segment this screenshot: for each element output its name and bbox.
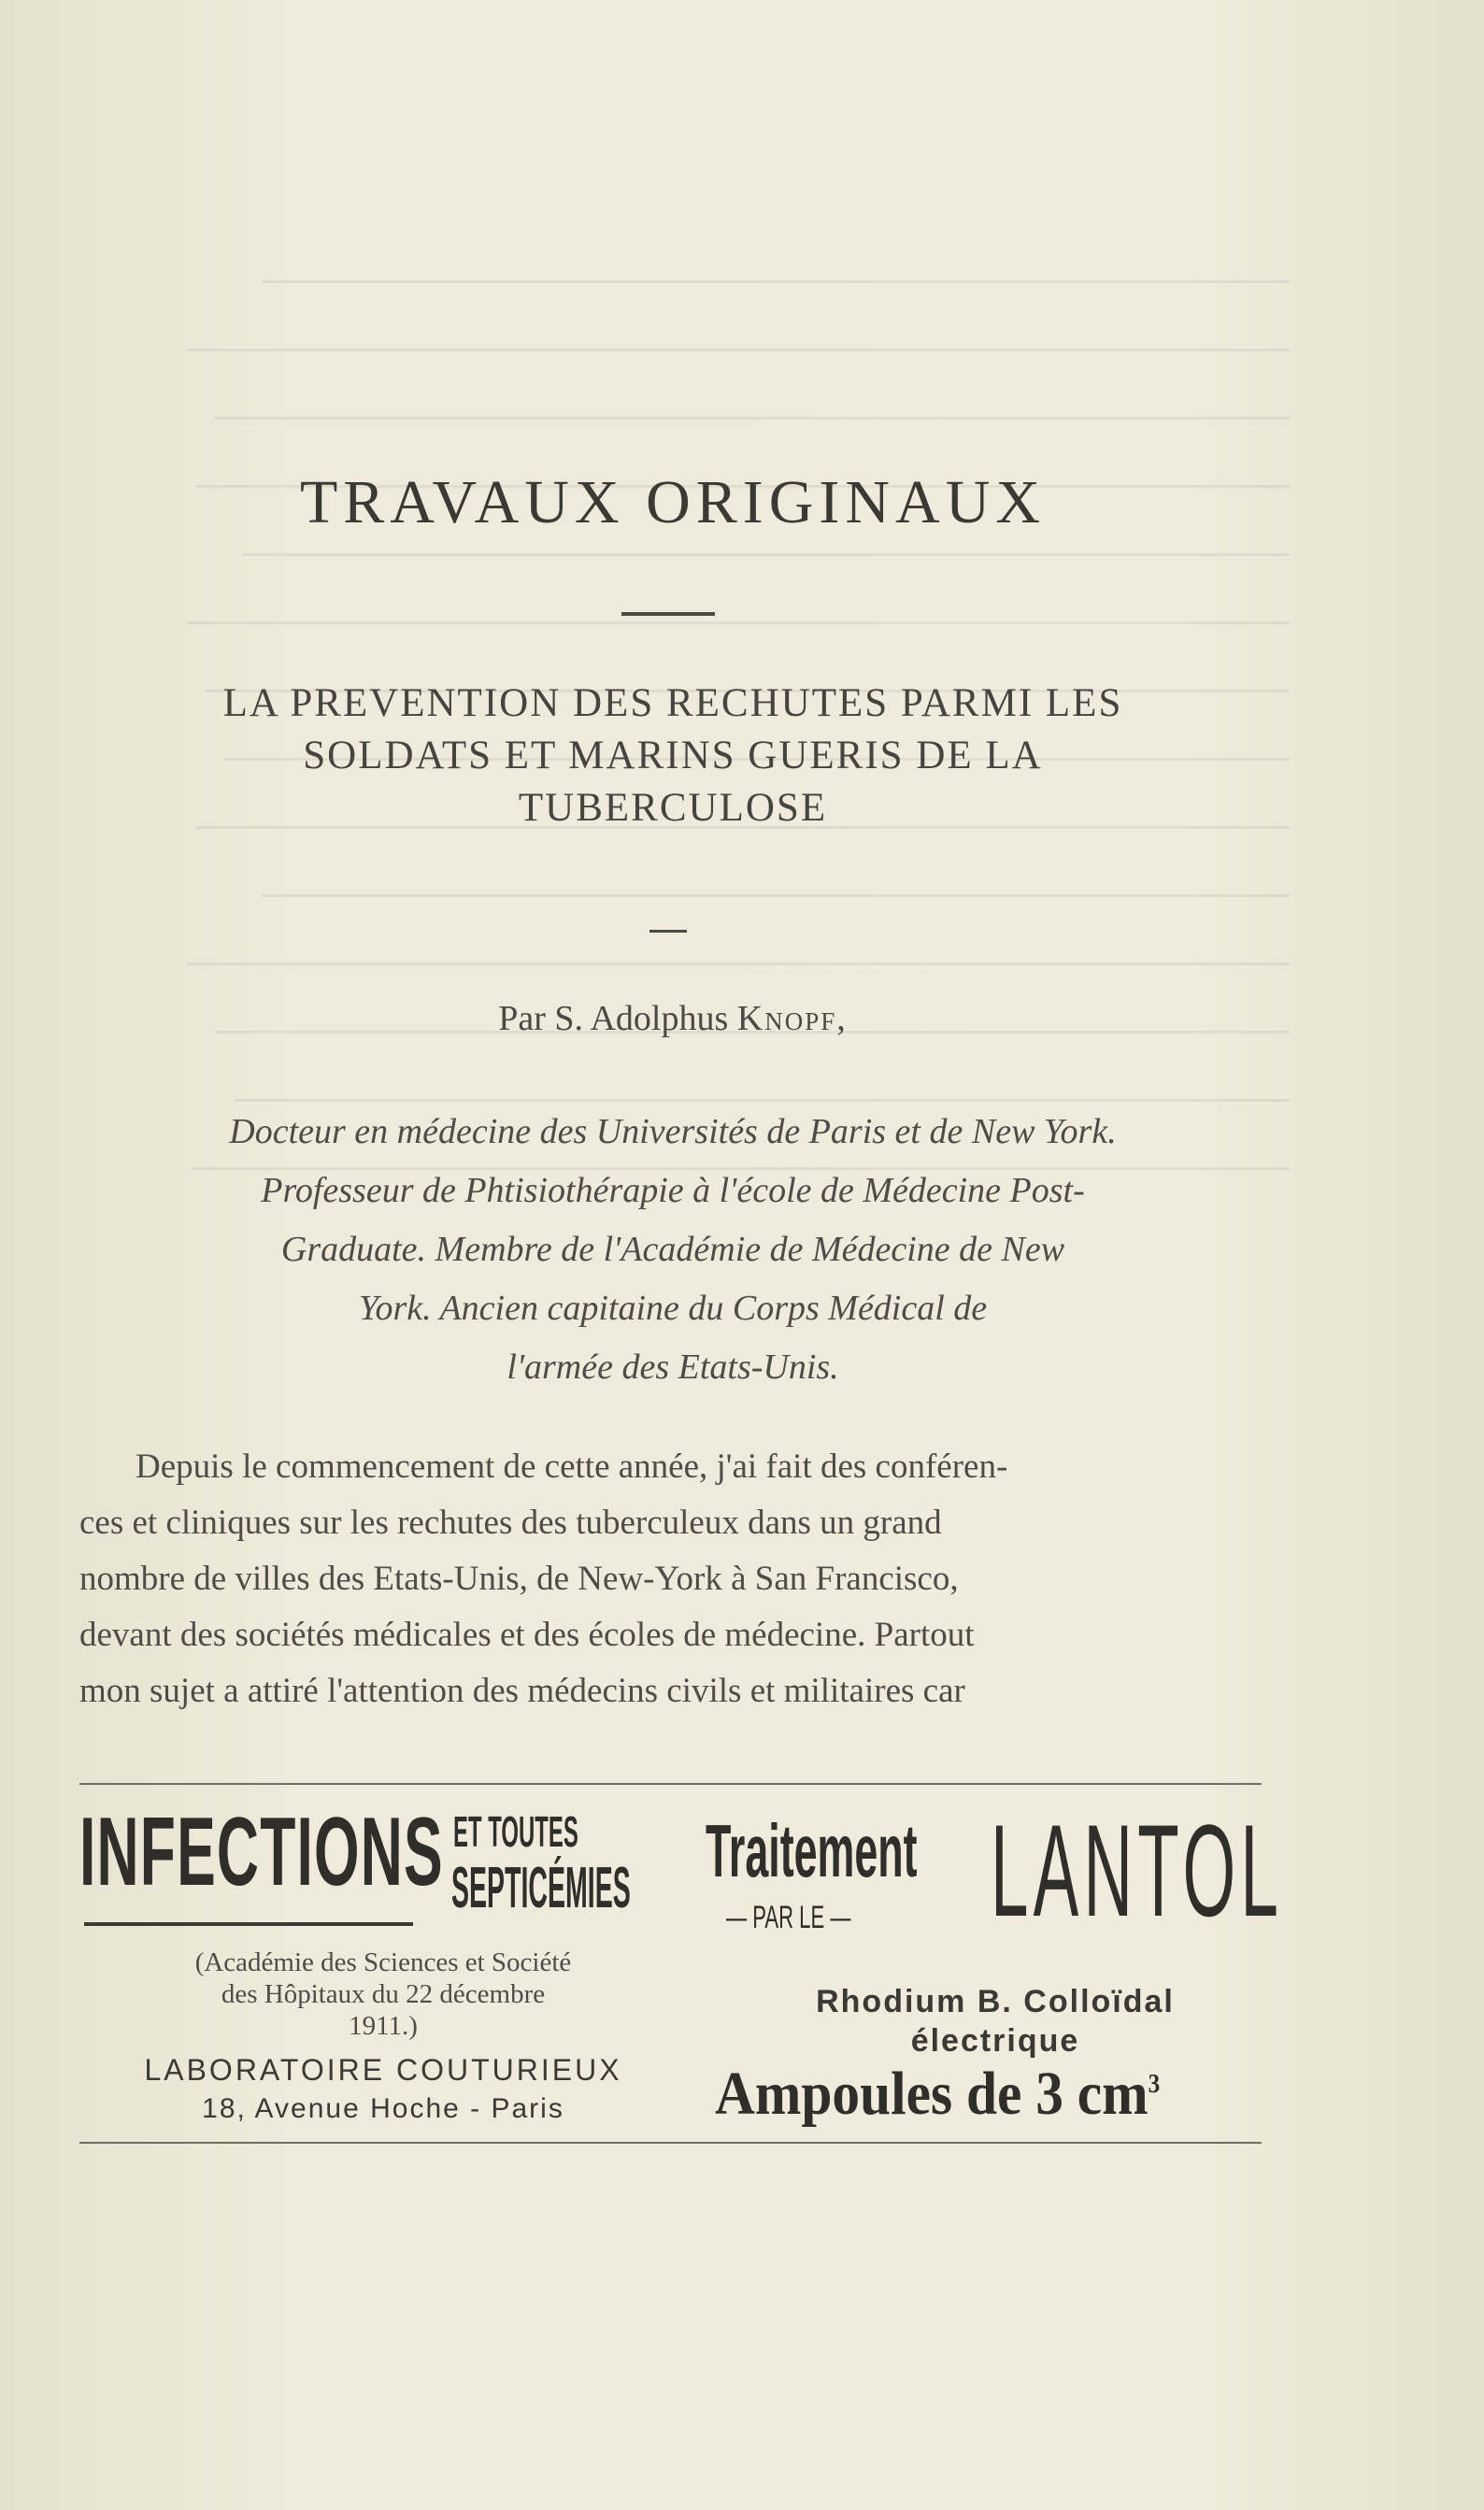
body-line: ces et cliniques sur les rechutes des tuberculeux dans un grand bbox=[79, 1504, 942, 1542]
credentials-line: l'armée des Etats-Unis. bbox=[507, 1348, 839, 1387]
ad-academy-line: des Hôpitaux du 22 décembre bbox=[221, 1979, 546, 2009]
body-paragraph bbox=[79, 1439, 1262, 1719]
article-title-line: TUBERCULOSE bbox=[518, 786, 828, 830]
ad-treatment: Traitement bbox=[706, 1809, 918, 1892]
credentials-line: York. Ancien capitaine du Corps Médical de bbox=[358, 1289, 988, 1328]
article-title-line: LA PREVENTION DES RECHUTES PARMI LES bbox=[222, 681, 1123, 725]
section-title: TRAVAUX ORIGINAUX bbox=[299, 468, 1047, 536]
ad-product-line-1: Rhodium B. Colloïdal bbox=[816, 1984, 1175, 2019]
advert-top-rule bbox=[79, 1783, 1262, 1785]
ad-academy-note bbox=[79, 1947, 687, 2042]
ad-subhead-1: ET TOUTES bbox=[453, 1807, 578, 1856]
ad-headline: INFECTIONS bbox=[79, 1798, 444, 1906]
author-credentials bbox=[75, 1103, 1271, 1397]
body-line: mon sujet a attiré l'attention des médecins civils et militaires car bbox=[79, 1672, 965, 1710]
title-divider bbox=[621, 612, 715, 616]
credentials-line: Professeur de Phtisiothérapie à l'école de Médecine Post- bbox=[261, 1171, 1085, 1210]
ad-headline-underline bbox=[84, 1922, 413, 1926]
author-line bbox=[0, 998, 1346, 1039]
ad-lab-name: LABORATOIRE COUTURIEUX bbox=[144, 2053, 622, 2087]
body-line: devant des sociétés médicales et des écoles de médecine. Partout bbox=[79, 1616, 975, 1654]
ad-ampoules: Ampoules de 3 $cm^3$ bbox=[715, 2060, 1161, 2128]
article-title-line: SOLDATS ET MARINS GUERIS DE LA bbox=[303, 734, 1043, 777]
author-divider bbox=[649, 930, 687, 933]
ad-subhead-2: SEPTICÉMIES bbox=[451, 1856, 631, 1920]
credentials-line: Docteur en médecine des Universités de Paris et de New York. bbox=[229, 1112, 1117, 1151]
ad-par-le: — PAR LE — bbox=[726, 1900, 851, 1935]
ad-academy-line: 1911.) bbox=[349, 2011, 418, 2041]
ad-lab-address: 18, Avenue Hoche - Paris bbox=[202, 2093, 564, 2124]
body-line: nombre de villes des Etats-Unis, de New-York à San Francisco, bbox=[79, 1560, 959, 1598]
credentials-line: Graduate. Membre de l'Académie de Médecine de New bbox=[280, 1230, 1065, 1269]
advertisement bbox=[79, 1790, 1284, 2135]
advert-bottom-rule bbox=[79, 2142, 1262, 2144]
ad-academy-line: (Académie des Sciences et Société bbox=[194, 1947, 572, 1977]
author-surname: Knopf, bbox=[736, 999, 848, 1038]
ad-brand: LANTOL bbox=[991, 1797, 1284, 1944]
ad-ampoules-text: Ampoules de 3 cm bbox=[715, 2060, 1149, 2128]
article-title bbox=[103, 677, 1243, 834]
ad-product-line-2: électrique bbox=[910, 2023, 1080, 2059]
body-line: Depuis le commencement de cette année, j'ai fait des conféren- bbox=[136, 1448, 1008, 1486]
author-prefix: Par S. Adolphus bbox=[498, 999, 729, 1038]
